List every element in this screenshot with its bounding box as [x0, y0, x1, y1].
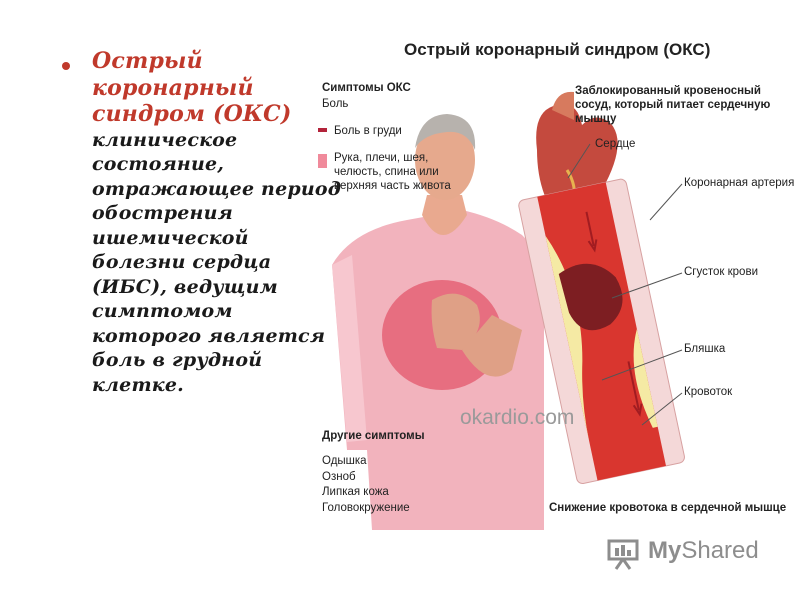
figure-title: Острый коронарный синдром (ОКС): [404, 40, 711, 59]
bottom-caption: Снижение кровотока в сердечной мышце: [549, 502, 787, 514]
label-plaque: Бляшка: [684, 343, 726, 355]
other-symptoms-heading: Другие симптомы: [322, 430, 425, 442]
bullet-marker: [62, 62, 70, 70]
brand-name-part1: My: [648, 537, 682, 564]
chest-pain-swatch: [318, 128, 327, 132]
legend-chest-pain: Боль в груди: [334, 125, 402, 137]
myshared-logo: [606, 535, 786, 575]
legend-radiating-pain: Рука, плечи, шея, челюсть, спина или верхняя часть живота: [334, 152, 451, 192]
list-item: Одышка: [322, 455, 367, 467]
brand-name-part2: Shared: [681, 537, 759, 564]
brand-name: [648, 537, 759, 565]
symptoms-heading: Симптомы ОКС: [322, 82, 411, 94]
presentation-icon: [606, 537, 642, 571]
label-blood-clot: Сгусток крови: [684, 266, 758, 278]
pain-label: Боль: [322, 98, 349, 110]
oks-infographic: [312, 30, 795, 550]
list-item: Головокружение: [322, 501, 410, 514]
list-item: Озноб: [322, 470, 356, 483]
other-symptoms-list: [322, 454, 410, 516]
list-item: Липкая кожа: [322, 486, 389, 498]
blocked-vessel-heading: Заблокированный кровеносный сосуд, который питает сердечную мышцу: [575, 85, 771, 125]
label-heart: Сердце: [595, 138, 636, 150]
radiating-pain-swatch: [318, 154, 327, 168]
label-blood-flow: Кровоток: [684, 386, 733, 398]
watermark: okardio.com: [460, 406, 575, 429]
label-coronary-artery: Коронарная артерия: [684, 177, 795, 189]
term-oks: Острый коронарный синдром (ОКС): [92, 48, 292, 127]
definition-text: клиническое состояние, отражающее период обострения ишемической болезни сердца (ИБС), ведущим симптомом которого является боль в грудной клетке.: [92, 128, 342, 396]
definition-bullet: [92, 48, 342, 397]
